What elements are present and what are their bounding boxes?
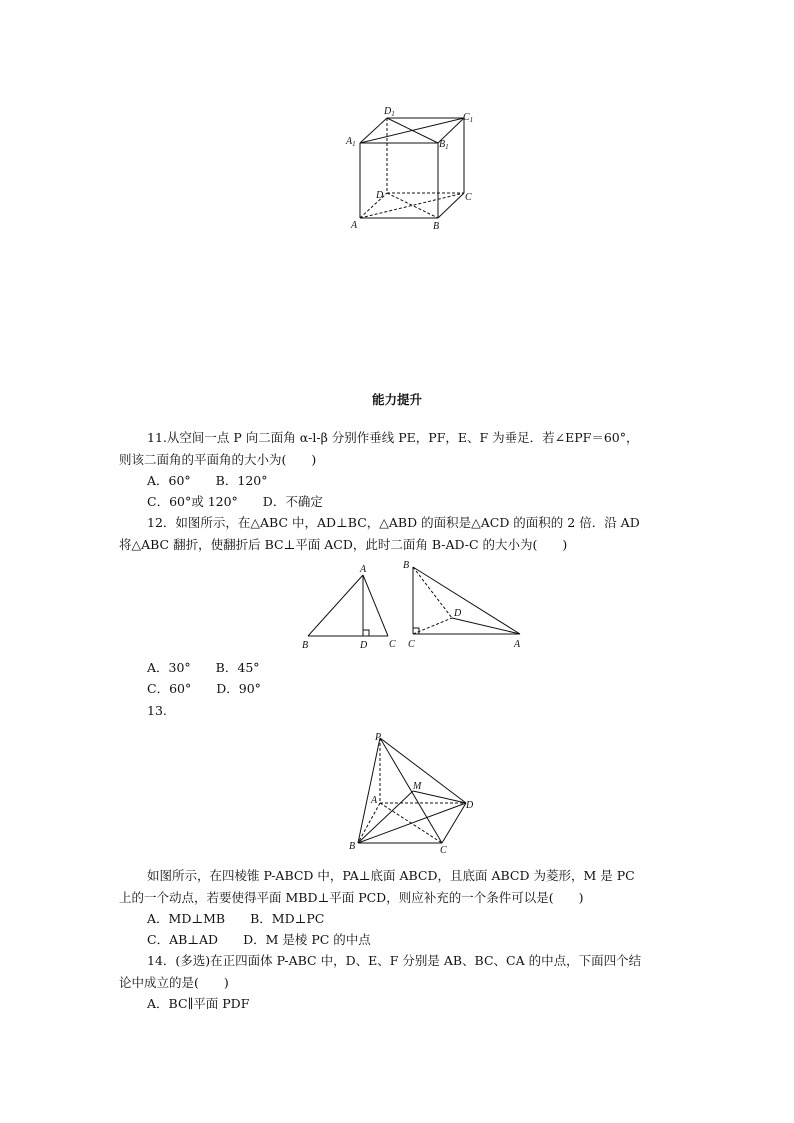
label-A: A bbox=[351, 220, 358, 231]
label-B1: $B_1$ bbox=[439, 139, 449, 151]
label-P: P bbox=[375, 732, 382, 743]
label-D: D bbox=[376, 190, 384, 201]
q12-line1: 12．如图所示，在△ABC 中，AD⊥BC，△ABD 的面积是△ACD 的面积的 2 倍．沿 AD bbox=[147, 515, 640, 530]
q11-options-2: C．60°或 120° D．不确定 bbox=[147, 494, 323, 509]
label-C: C bbox=[440, 845, 447, 856]
label-B: B bbox=[302, 640, 309, 651]
label-B: B bbox=[433, 221, 440, 232]
label-M: M bbox=[413, 781, 422, 792]
q12-figure-left bbox=[298, 560, 406, 652]
label-D: D bbox=[454, 608, 462, 619]
q13-line2: 上的一个动点，若要使得平面 MBD⊥平面 PCD，则应补充的一个条件可以是( ) bbox=[119, 890, 584, 905]
cube-figure bbox=[340, 100, 490, 235]
q12-line2: 将△ABC 翻折，使翻折后 BC⊥平面 ACD，此时二面角 B-AD-C 的大小为( ) bbox=[119, 537, 568, 552]
q13-line1: 如图所示，在四棱锥 P-ABCD 中，PA⊥底面 ABCD，且底面 ABCD 为菱形，M 是 PC bbox=[147, 868, 635, 883]
q11-options-1: A．60° B．120° bbox=[147, 473, 268, 488]
label-C: C bbox=[465, 192, 472, 203]
q13-number: 13. bbox=[147, 703, 167, 718]
label-A: A bbox=[360, 564, 367, 575]
label-C1: $C_1$ bbox=[463, 112, 474, 124]
label-D: D bbox=[466, 800, 474, 811]
q14-line2: 论中成立的是( ) bbox=[119, 975, 229, 990]
label-D: D bbox=[360, 640, 368, 651]
q11-line2: 则该二面角的平面角的大小为( ) bbox=[119, 452, 317, 467]
q12-figure-right bbox=[400, 558, 530, 654]
section-title: 能力提升 bbox=[371, 392, 422, 407]
label-A: A bbox=[514, 639, 521, 650]
label-B: B bbox=[403, 560, 410, 571]
label-A: A bbox=[371, 795, 378, 806]
label-C: C bbox=[408, 639, 415, 650]
label-D1: $D_1$ bbox=[384, 106, 395, 118]
label-A1: $A_1$ bbox=[346, 136, 356, 148]
q14-line1: 14．(多选)在正四面体 P-ABC 中，D、E、F 分别是 AB、BC、CA 的中点，下面四个结 bbox=[147, 953, 642, 968]
q11-line1: 11.从空间一点 P 向二面角 α-l-β 分别作垂线 PE，PF，E、F 为垂足．若∠EPF＝60°， bbox=[147, 430, 639, 445]
q12-options-1: A．30° B．45° bbox=[147, 660, 260, 675]
q13-figure bbox=[340, 728, 480, 856]
label-C: C bbox=[389, 639, 396, 650]
q13-options-1: A．MD⊥MB B．MD⊥PC bbox=[147, 911, 325, 926]
label-B: B bbox=[349, 841, 356, 852]
q13-options-2: C．AB⊥AD D．M 是棱 PC 的中点 bbox=[147, 932, 371, 947]
q12-options-2: C．60° D．90° bbox=[147, 681, 261, 696]
q14-options-1: A．BC∥平面 PDF bbox=[147, 996, 250, 1011]
